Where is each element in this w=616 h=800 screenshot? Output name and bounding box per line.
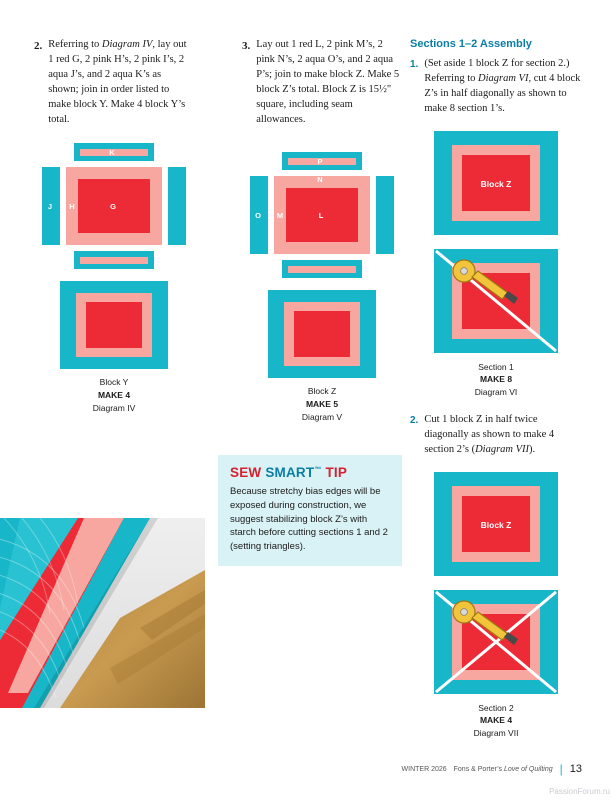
label-O: O (255, 211, 261, 221)
quilt-photo (0, 518, 205, 708)
diagram-v (242, 150, 402, 423)
tip-title-tip: TIP (325, 465, 348, 480)
block-z-label-2: Block Z (480, 519, 512, 530)
step-text-part-2: , lay out 1 red G, 2 pink H’s, 2 pink I’s, 2 aqua J’s, and 2 aqua K’s as shown; join in order listed to make block Y. Make 4 block Y’s total. (48, 39, 187, 125)
caption-diagram-number: Diagram VII (473, 728, 519, 739)
diagram-vi-caption (410, 361, 582, 399)
caption-block-name: Block Y (99, 377, 129, 388)
sew-smart-tip-box (218, 455, 402, 566)
label-K: K (109, 148, 115, 158)
diagram-reference: Diagram VI (478, 72, 529, 84)
caption-diagram-number: Diagram VI (474, 387, 518, 398)
diagram-reference: Diagram IV (101, 39, 153, 50)
caption-section-name: Section 1 (478, 361, 514, 372)
step-2-col3 (410, 413, 582, 458)
footer-magazine: Fons & Porter’s Love of Quilting (453, 765, 553, 773)
diagram-vii-cut (410, 590, 582, 698)
tip-title-smart: SMART™ (265, 465, 322, 480)
label-N: N (317, 175, 323, 185)
watermark: PassionForum.ru (549, 787, 610, 796)
sew-smart-tip-body: Because stretchy bias edges will be exposed during construction, we suggest stabilizing block Z’s with starch before cutting sections 1 and 2 (setting triangles). (230, 486, 388, 553)
step-text-part-2: ). (529, 443, 536, 455)
block-z-label-1: Block Z (480, 178, 512, 189)
label-J: J (47, 202, 53, 212)
step-3-col2 (242, 38, 402, 127)
sew-smart-tip-title (230, 465, 390, 480)
caption-make-count: MAKE 4 (479, 715, 513, 726)
step-text-part-1: Cut 1 block Z in half twice diagonally as shown to make 4 section 2’s ( (424, 413, 555, 455)
diagram-iv-exploded (34, 141, 194, 371)
label-P: P (317, 157, 323, 167)
label-G: G (110, 202, 116, 212)
trademark-symbol: ™ (314, 466, 322, 474)
step-text (424, 413, 582, 458)
step-number: 3. (242, 40, 251, 52)
step-number: 1. (410, 59, 419, 70)
column-two (242, 38, 402, 424)
page-footer (402, 762, 582, 776)
section-heading: Sections 1–2 Assembly (410, 38, 532, 50)
caption-make-count: MAKE 4 (97, 390, 131, 401)
caption-diagram-number: Diagram V (301, 411, 343, 422)
diagram-v-exploded (242, 150, 402, 380)
diagram-vi-whole-block (410, 131, 582, 235)
label-H: H (69, 202, 75, 212)
caption-diagram-number: Diagram IV (92, 402, 136, 413)
step-text: Lay out 1 red L, 2 pink M’s, 2 pink N’s, 2 aqua O’s, and 2 aqua P’s; join to make block Z. Make 5 block Z’s total. Block Z is 15½" square, including seam allowances. (256, 39, 400, 125)
page-number: 13 (569, 763, 582, 775)
diagram-vi-cut (410, 249, 582, 357)
column-three (410, 38, 582, 740)
step-text (424, 57, 582, 117)
diagram-reference: Diagram VII (475, 443, 530, 455)
caption-make-count: MAKE 5 (305, 399, 339, 410)
step-text-part-2: , cut 4 block Z’s in half diagonally as shown to make 8 section 1’s. (424, 72, 581, 114)
step-1-col3 (410, 57, 582, 117)
column-one (34, 38, 194, 415)
diagram-v-caption (242, 385, 402, 423)
step-2-col1 (34, 38, 194, 127)
caption-section-name: Section 2 (478, 702, 514, 713)
step-number: 2. (410, 414, 419, 426)
diagram-iv (34, 141, 194, 414)
tip-title-sew: SEW (230, 465, 262, 480)
diagram-vii-whole-block (410, 472, 582, 576)
caption-block-name: Block Z (307, 386, 337, 397)
footer-divider: | (559, 762, 563, 776)
diagram-vii-caption (410, 702, 582, 740)
step-text-part-1: Referring to (48, 39, 102, 50)
label-L: L (318, 211, 324, 221)
diagram-iv-caption (34, 376, 194, 414)
step-text-part-1: (Set aside 1 block Z for section 2.) Referring to (424, 58, 570, 84)
step-number: 2. (34, 40, 43, 52)
label-M: M (276, 211, 284, 221)
step-text (48, 38, 194, 127)
caption-make-count: MAKE 8 (479, 374, 513, 385)
footer-issue: WINTER 2026 (401, 765, 447, 773)
